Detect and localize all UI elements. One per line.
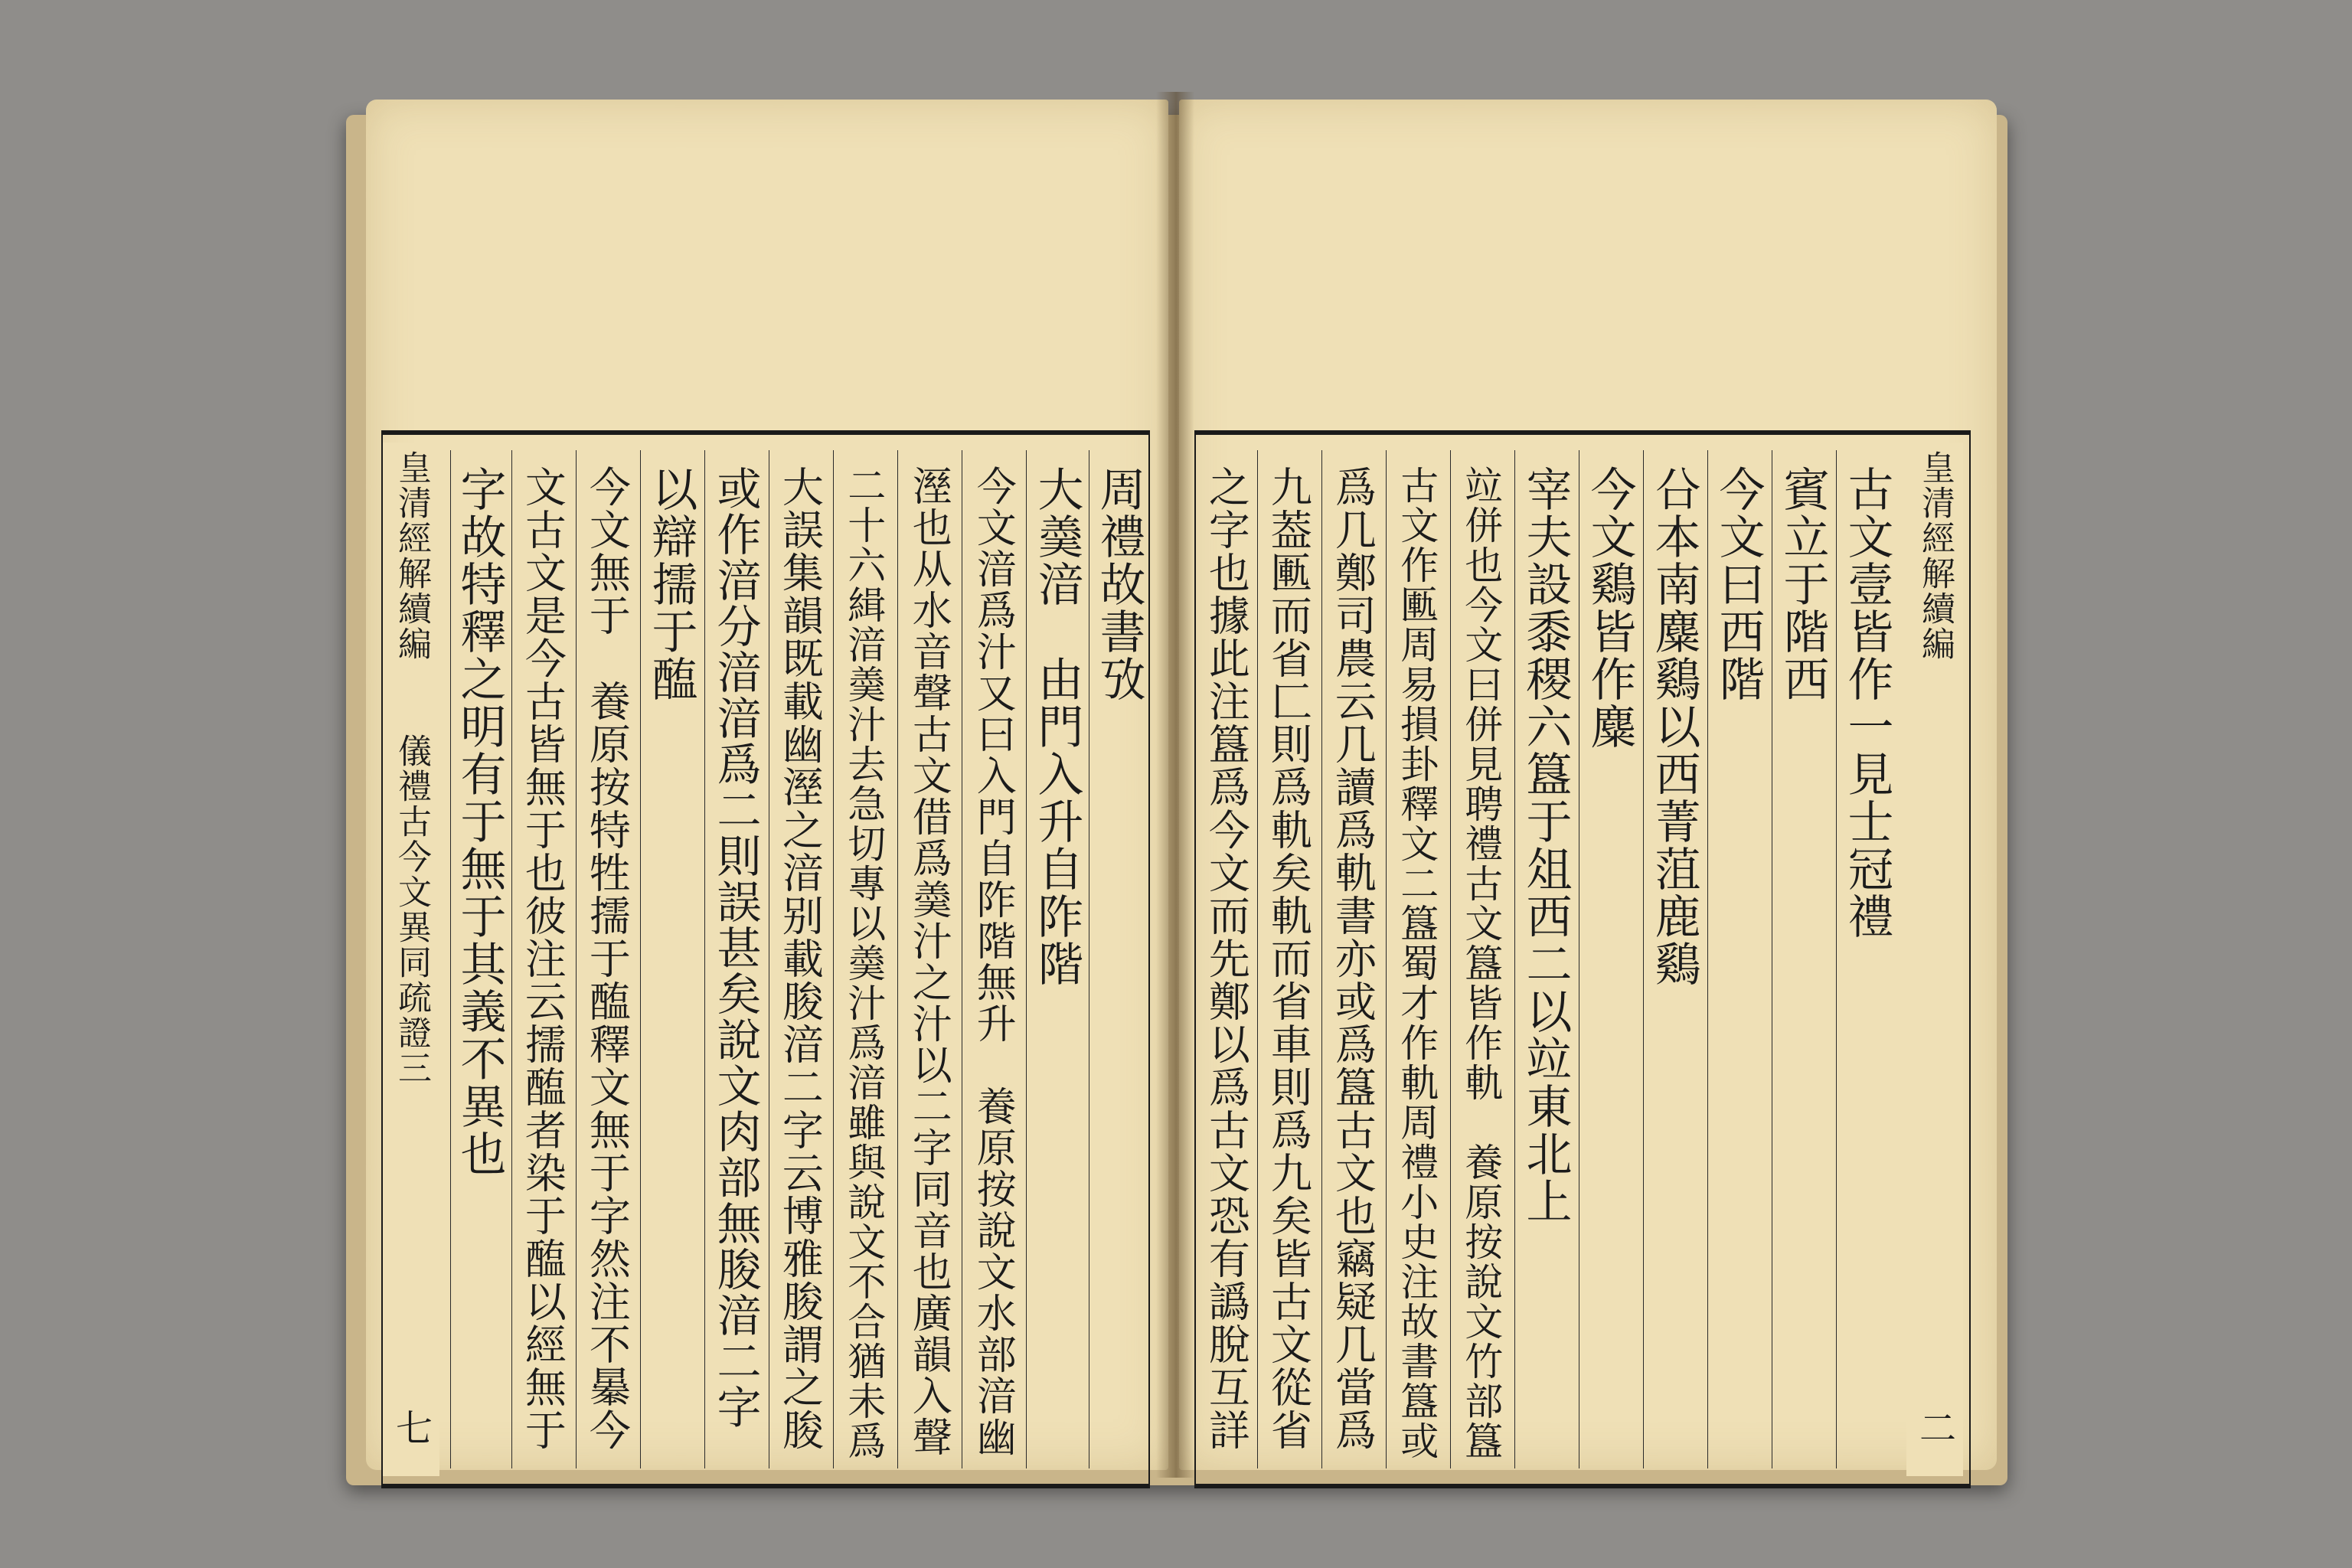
left-margin-subtitle: 儀禮古今文異同疏證三 (392, 733, 431, 1086)
column-text: 今文鷄皆作麋 (1583, 466, 1637, 750)
column (1196, 450, 1256, 1468)
column-text: 古文壹皆作一見士冠禮 (1840, 466, 1894, 940)
left-page (366, 100, 1168, 1470)
column-text: 大羮湆 由門入升自阼階 (1030, 466, 1084, 988)
column-text: 竝併也今文曰併見聘禮古文簋皆作軌 養原按說文竹部簋 (1459, 466, 1504, 1461)
column-text: 文古文是今古皆無于也彼注云擩醢者染于醢以經無于 (518, 466, 567, 1452)
column-text: 溼也从水音聲古文借爲羮汁之汁以二字同音也廣韻入聲 (905, 466, 952, 1458)
left-margin-title: 皇清經解續編 (392, 450, 431, 662)
right-text-frame (1194, 430, 1971, 1488)
left-folio: 七 (389, 1409, 433, 1446)
column (1450, 450, 1511, 1468)
right-page (1179, 100, 1997, 1470)
column-text: 九葢匭而省匚則爲軌矣軌而省車則爲九矣皆古文從省 (1264, 466, 1313, 1452)
column (511, 450, 572, 1468)
column-text: 今文湆爲汁又曰入門自阼階無升 養原按說文水部湆幽 (969, 466, 1016, 1458)
column-text: 爲几鄭司農云几讀爲軌書亦或爲簋古文也竊疑几當爲 (1328, 466, 1377, 1452)
column (1772, 450, 1832, 1468)
column-text: 或作湆分湆湆爲二則誤甚矣說文肉部無朘湆二字 (709, 466, 762, 1430)
column-text: 㕣本南麋鷄以西菁菹鹿鷄 (1647, 466, 1701, 988)
column (640, 450, 701, 1468)
column (1321, 450, 1382, 1468)
left-margin-column (383, 443, 439, 1476)
column (1836, 450, 1896, 1468)
column (1386, 450, 1446, 1468)
column (769, 450, 829, 1468)
column-text: 古文作匭周易損卦釋文二簋蜀才作軌周禮小史注故書簋或 (1394, 466, 1439, 1461)
column (1026, 450, 1086, 1468)
column (1514, 450, 1575, 1468)
column (1089, 450, 1148, 1468)
left-text-frame (381, 430, 1150, 1488)
column (1707, 450, 1768, 1468)
right-folio: 二 (1913, 1409, 1956, 1446)
column-text: 大誤集韻既載幽溼之湆别載朘湆二字云博雅朘謂之朘 (776, 466, 825, 1452)
column-text: 賓立于階西 (1775, 466, 1830, 703)
column (962, 450, 1022, 1468)
column (833, 450, 893, 1468)
column-text: 以辯擩于醢 (644, 466, 698, 703)
column-text: 二十六緝湆羮汁去急切專以羮汁爲湆雖與說文不合猶未爲 (841, 466, 887, 1461)
column (704, 450, 765, 1468)
column (1579, 450, 1639, 1468)
column (450, 450, 508, 1468)
column (1257, 450, 1318, 1468)
column (897, 450, 958, 1468)
column-text: 今文曰西階 (1711, 466, 1766, 703)
column-text: 宰夫設黍稷六簋于俎西二以竝東北上 (1518, 466, 1573, 1225)
column-text: 今文無于 養原按特牲擩于醢釋文無于字然注不曓今 (583, 466, 632, 1452)
book-gutter (1156, 92, 1194, 1478)
column-text: 周禮故書攷 (1092, 466, 1146, 703)
right-margin-title: 皇清經解續編 (1916, 450, 1955, 662)
column (1643, 450, 1704, 1468)
column-text: 字故特釋之明有于無于其義不異也 (452, 466, 507, 1178)
right-margin-column (1906, 443, 1963, 1476)
column (576, 450, 636, 1468)
column-text: 之字也據此注簋爲今文而先鄭以爲古文恐有譌脫互詳 (1202, 466, 1251, 1452)
